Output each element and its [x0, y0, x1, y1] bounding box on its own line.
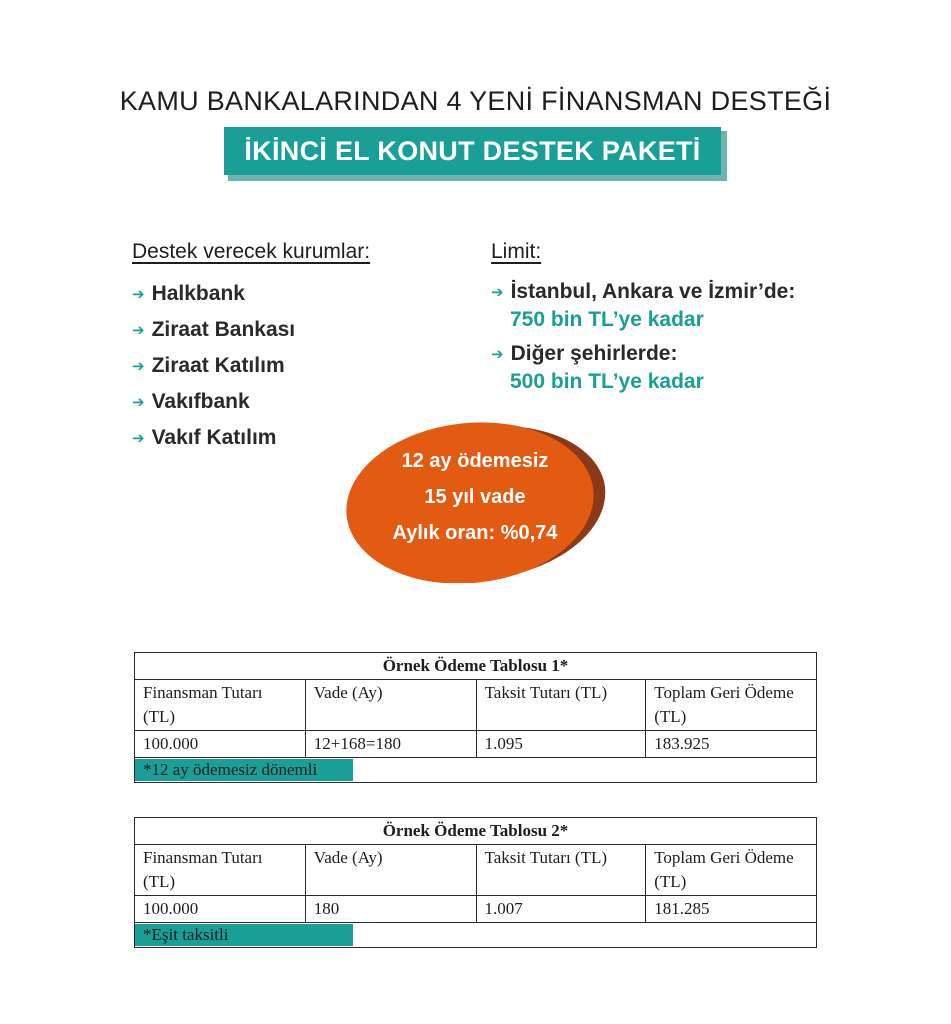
list-item	[132, 312, 295, 348]
table-header-row	[135, 845, 817, 896]
table-row	[135, 731, 817, 758]
highlight-rate: Aylık oran: %0,74	[392, 522, 558, 544]
arrow-right-icon: ➔	[132, 394, 145, 411]
limit-item-major-cities	[491, 278, 795, 334]
arrow-right-icon: ➔	[491, 346, 504, 363]
table-note-text: *Eşit taksitli	[135, 924, 353, 946]
payment-table-1	[134, 652, 817, 783]
column-header: Vade (Ay)	[305, 845, 476, 896]
institution-name: Ziraat Katılım	[151, 354, 285, 377]
headline: KAMU BANKALARINDAN 4 YENİ FİNANSMAN DESTEĞİ	[119, 86, 832, 116]
limit-value: 500 bin TL’ye kadar	[510, 370, 704, 393]
limit-value: 750 bin TL’ye kadar	[510, 308, 704, 331]
table-note	[135, 923, 817, 948]
table-cell: 100.000	[135, 731, 306, 758]
column-header: Toplam Geri Ödeme (TL)	[646, 845, 817, 896]
institutions-title: Destek verecek kurumlar:	[132, 240, 371, 263]
table-header-row	[135, 680, 817, 731]
table-cell: 12+168=180	[305, 731, 476, 758]
table-title: Örnek Ödeme Tablosu 2*	[135, 818, 817, 845]
highlight-grace-period: 12 ay ödemesiz	[401, 450, 549, 472]
institution-name: Vakıfbank	[151, 390, 250, 413]
highlight-term: 15 yıl vade	[424, 486, 526, 508]
table-title: Örnek Ödeme Tablosu 1*	[135, 653, 817, 680]
table-row	[135, 896, 817, 923]
column-header: Taksit Tutarı (TL)	[476, 680, 646, 731]
arrow-right-icon: ➔	[132, 430, 145, 447]
list-item	[132, 276, 295, 312]
limit-label: İstanbul, Ankara ve İzmir’de:	[510, 280, 796, 303]
institutions-list	[132, 276, 295, 456]
table-cell: 181.285	[646, 896, 817, 923]
list-item	[132, 420, 295, 456]
column-header: Finansman Tutarı (TL)	[135, 845, 306, 896]
table-note	[135, 758, 817, 783]
limit-item-other-cities	[491, 340, 704, 396]
table-cell: 180	[305, 896, 476, 923]
list-item	[132, 348, 295, 384]
table-cell: 1.095	[476, 731, 646, 758]
arrow-right-icon: ➔	[132, 358, 145, 375]
limit-label: Diğer şehirlerde:	[510, 342, 678, 365]
arrow-right-icon: ➔	[132, 322, 145, 339]
table-cell: 1.007	[476, 896, 646, 923]
column-header: Toplam Geri Ödeme (TL)	[646, 680, 817, 731]
institution-name: Ziraat Bankası	[151, 318, 296, 341]
arrow-right-icon: ➔	[132, 286, 145, 303]
institution-name: Halkbank	[151, 282, 245, 305]
column-header: Finansman Tutarı (TL)	[135, 680, 306, 731]
arrow-right-icon: ➔	[491, 284, 504, 301]
banner	[224, 127, 727, 181]
table-cell: 183.925	[646, 731, 817, 758]
table-cell: 100.000	[135, 896, 306, 923]
table-note-text: *12 ay ödemesiz dönemli	[135, 759, 353, 781]
institution-name: Vakıf Katılım	[151, 426, 277, 449]
payment-table-2	[134, 817, 817, 948]
column-header: Vade (Ay)	[305, 680, 476, 731]
list-item	[132, 384, 295, 420]
limit-title: Limit:	[491, 240, 542, 263]
column-header: Taksit Tutarı (TL)	[476, 845, 646, 896]
banner-title: İKİNCİ EL KONUT DESTEK PAKETİ	[224, 127, 721, 175]
